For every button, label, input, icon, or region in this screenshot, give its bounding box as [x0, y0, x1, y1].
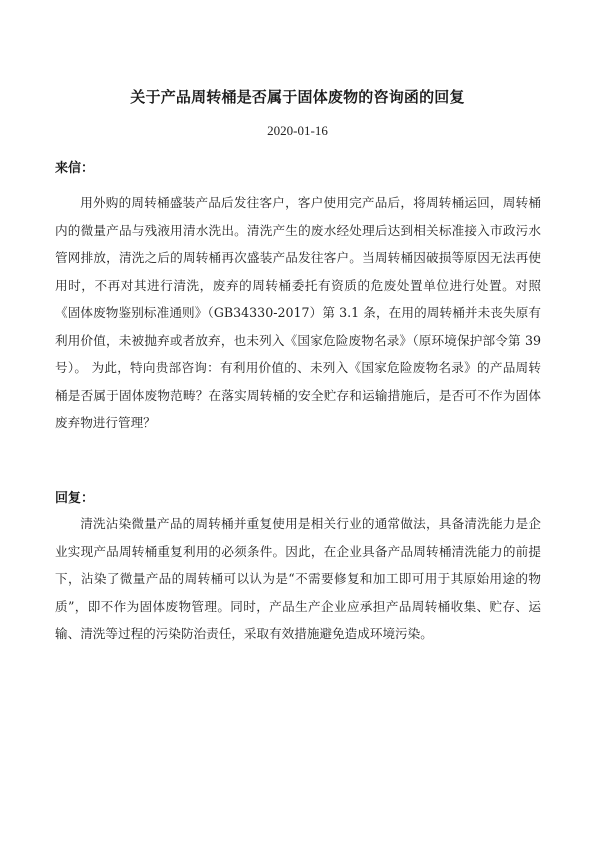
reply-body: 清洗沾染微量产品的周转桶并重复使用是相关行业的通常做法，具备清洗能力是企业实现产品周转桶重复利用的必须条件。因此，在企业具备产品周转桶清洗能力的前提下，沾染了微量产品的周转桶可以认为是“不需要修复和加工即可用于其原始用途的物质”，即不作为固体废物管理。同时，产品生产企业应承担产品周转桶收集、贮存、运输、清洗等过程的污染防治责任，采取有效措施避免造成环境污染。: [55, 516, 541, 641]
document-title: 关于产品周转桶是否属于固体废物的咨询函的回复: [130, 88, 465, 106]
document-date: 2020-01-16: [267, 123, 328, 138]
reply-label: 回复：: [55, 491, 95, 506]
letter-body: 用外购的周转桶盛装产品后发往客户，客户使用完产品后，将周转桶运回，周转桶内的微量产品与残液用清水洗出。清洗产生的废水经处理后达到相关标准接入市政污水管网排放，清洗之后的周转桶再次盛装产品发往客户。当周转桶因破损等原因无法再使用时，不再对其进行清洗，废弃的周转桶委托有资质的危废处置单位进行处置。对照《固体废物鉴别标准通则》（GB34330-2017）第 3.1 条，在用的周转桶并未丧失原有利用价值，未被抛弃或者放弃，也未列入《国家危险废物名录》（原环境保护部令第 39 号）。 为此，特向贵部咨询：有利用价值的、未列入《国家危险废物名录》的产品周转桶是否属于固体废物范畴？在落实周转桶的安全贮存和运输措施后，是否可不作为固体废弃物进行管理？: [55, 195, 541, 430]
letter-label: 来信：: [55, 161, 95, 176]
